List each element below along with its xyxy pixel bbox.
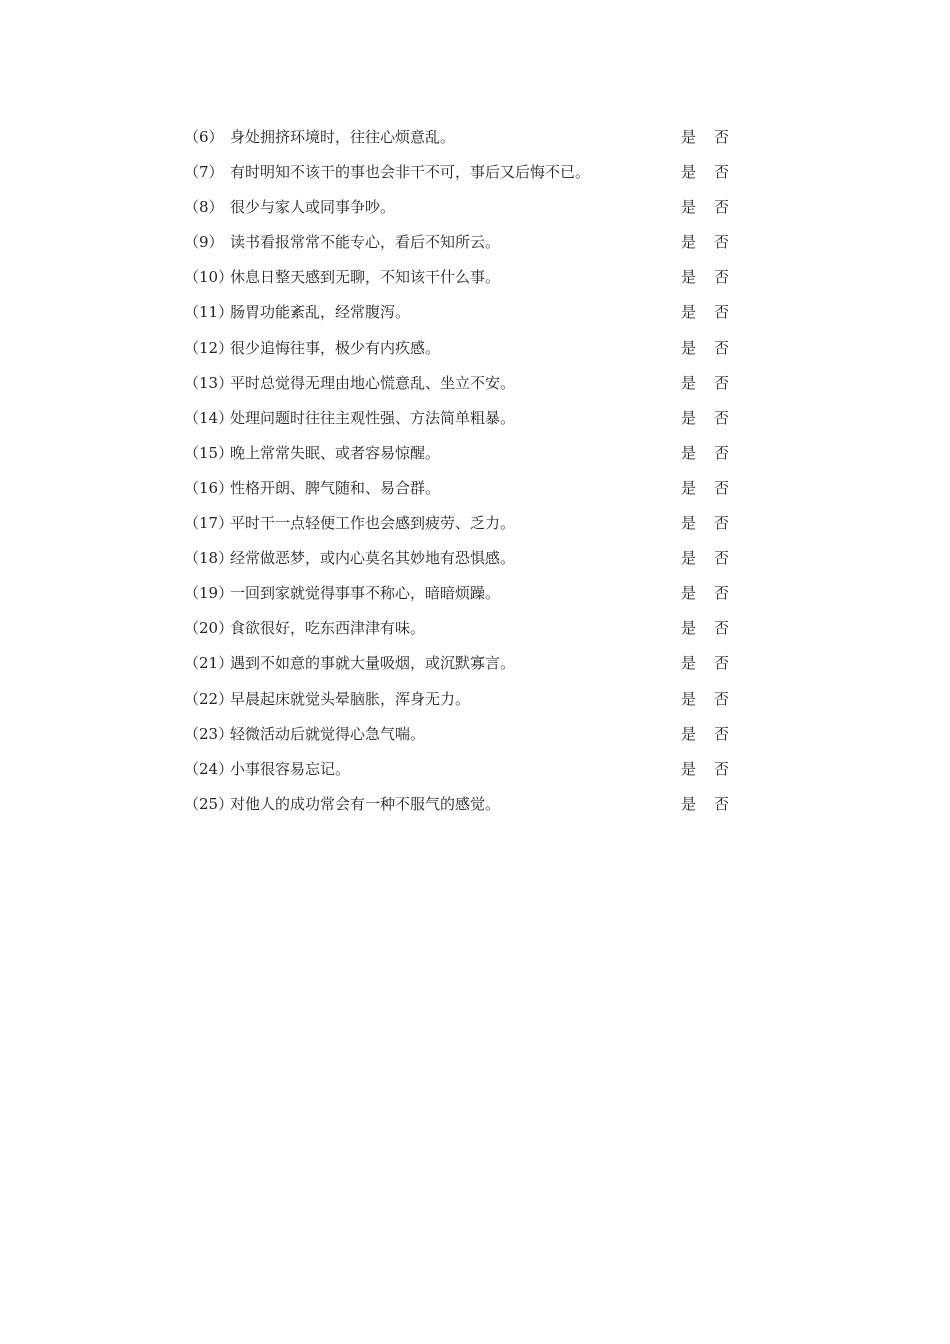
answer-yes-option[interactable]: 是 bbox=[681, 759, 697, 778]
answer-yes-option[interactable]: 是 bbox=[681, 163, 697, 182]
answer-no-option[interactable]: 否 bbox=[714, 373, 730, 392]
answer-no-option[interactable]: 否 bbox=[714, 443, 730, 462]
answer-yes-option[interactable]: 是 bbox=[681, 128, 697, 146]
question-number: （22） bbox=[184, 689, 234, 708]
question-text: 平时总觉得无理由地心慌意乱、坐立不安。 bbox=[230, 373, 516, 392]
question-row bbox=[184, 225, 744, 260]
answer-yes-option[interactable]: 是 bbox=[681, 689, 697, 708]
answer-yes-option[interactable]: 是 bbox=[681, 303, 697, 322]
answer-no-option[interactable]: 否 bbox=[714, 338, 730, 357]
answer-no-option[interactable]: 否 bbox=[714, 689, 730, 708]
question-text: 有时明知不该干的事也会非干不可，事后又后悔不已。 bbox=[230, 163, 591, 182]
question-row bbox=[184, 752, 744, 787]
answer-no-option[interactable]: 否 bbox=[714, 408, 730, 427]
answer-no-option[interactable]: 否 bbox=[714, 233, 730, 252]
question-number: （19） bbox=[184, 584, 234, 603]
question-text: 小事很容易忘记。 bbox=[230, 759, 351, 778]
question-text: 性格开朗、脾气随和、易合群。 bbox=[230, 478, 441, 497]
answer-no-option[interactable]: 否 bbox=[714, 584, 730, 603]
question-row bbox=[184, 260, 744, 295]
question-row bbox=[184, 120, 744, 155]
question-row bbox=[184, 190, 744, 225]
answer-yes-option[interactable]: 是 bbox=[681, 233, 697, 252]
question-row bbox=[184, 401, 744, 436]
question-number: （25） bbox=[184, 794, 234, 813]
question-number: （11） bbox=[184, 303, 234, 322]
answer-yes-option[interactable]: 是 bbox=[681, 338, 697, 357]
question-number: （20） bbox=[184, 619, 234, 638]
question-number: （6） bbox=[184, 128, 224, 146]
answer-yes-option[interactable]: 是 bbox=[681, 478, 697, 497]
question-text: 晚上常常失眠、或者容易惊醒。 bbox=[230, 443, 441, 462]
question-number: （12） bbox=[184, 338, 234, 357]
question-text: 经常做恶梦，或内心莫名其妙地有恐惧感。 bbox=[230, 549, 516, 568]
answer-yes-option[interactable]: 是 bbox=[681, 373, 697, 392]
question-row bbox=[184, 717, 744, 752]
question-row bbox=[184, 436, 744, 471]
question-text: 很少与家人或同事争吵。 bbox=[230, 198, 396, 217]
answer-yes-option[interactable]: 是 bbox=[681, 724, 697, 743]
question-text: 肠胃功能紊乱，经常腹泻。 bbox=[230, 303, 411, 322]
question-row bbox=[184, 366, 744, 401]
question-number: （8） bbox=[184, 198, 224, 217]
answer-yes-option[interactable]: 是 bbox=[681, 654, 697, 673]
question-text: 早晨起床就觉头晕脑胀，浑身无力。 bbox=[230, 689, 471, 708]
question-text: 很少追悔往事，极少有内疚感。 bbox=[230, 338, 441, 357]
answer-no-option[interactable]: 否 bbox=[714, 163, 730, 182]
question-number: （7） bbox=[184, 163, 224, 182]
question-number: （10） bbox=[184, 268, 234, 287]
answer-no-option[interactable]: 否 bbox=[714, 619, 730, 638]
question-text: 遇到不如意的事就大量吸烟，或沉默寡言。 bbox=[230, 654, 516, 673]
answer-no-option[interactable]: 否 bbox=[714, 549, 730, 568]
answer-no-option[interactable]: 否 bbox=[714, 794, 730, 813]
question-row bbox=[184, 611, 744, 646]
answer-yes-option[interactable]: 是 bbox=[681, 584, 697, 603]
question-row bbox=[184, 506, 744, 541]
question-text: 对他人的成功常会有一种不服气的感觉。 bbox=[230, 794, 501, 813]
answer-yes-option[interactable]: 是 bbox=[681, 549, 697, 568]
answer-yes-option[interactable]: 是 bbox=[681, 619, 697, 638]
answer-no-option[interactable]: 否 bbox=[714, 759, 730, 778]
question-text: 处理问题时往往主观性强、方法简单粗暴。 bbox=[230, 408, 516, 427]
question-row bbox=[184, 541, 744, 576]
answer-no-option[interactable]: 否 bbox=[714, 303, 730, 322]
question-row bbox=[184, 576, 744, 611]
question-text: 读书看报常常不能专心，看后不知所云。 bbox=[230, 233, 501, 252]
answer-yes-option[interactable]: 是 bbox=[681, 443, 697, 462]
question-number: （24） bbox=[184, 759, 234, 778]
question-row bbox=[184, 646, 744, 681]
question-text: 身处拥挤环境时，往往心烦意乱。 bbox=[230, 128, 456, 146]
answer-no-option[interactable]: 否 bbox=[714, 478, 730, 497]
answer-no-option[interactable]: 否 bbox=[714, 654, 730, 673]
question-row bbox=[184, 787, 744, 822]
question-text: 食欲很好，吃东西津津有味。 bbox=[230, 619, 426, 638]
answer-yes-option[interactable]: 是 bbox=[681, 268, 697, 287]
question-number: （15） bbox=[184, 443, 234, 462]
question-number: （13） bbox=[184, 373, 234, 392]
question-number: （9） bbox=[184, 233, 224, 252]
question-number: （16） bbox=[184, 478, 234, 497]
question-number: （21） bbox=[184, 654, 234, 673]
question-text: 轻微活动后就觉得心急气喘。 bbox=[230, 724, 426, 743]
question-text: 平时干一点轻便工作也会感到疲劳、乏力。 bbox=[230, 514, 516, 533]
question-text: 一回到家就觉得事事不称心，暗暗烦躁。 bbox=[230, 584, 501, 603]
answer-yes-option[interactable]: 是 bbox=[681, 794, 697, 813]
question-number: （18） bbox=[184, 549, 234, 568]
question-row bbox=[184, 471, 744, 506]
question-row bbox=[184, 682, 744, 717]
answer-yes-option[interactable]: 是 bbox=[681, 198, 697, 217]
answer-no-option[interactable]: 否 bbox=[714, 514, 730, 533]
answer-no-option[interactable]: 否 bbox=[714, 128, 730, 146]
question-number: （14） bbox=[184, 408, 234, 427]
question-row bbox=[184, 295, 744, 330]
question-number: （17） bbox=[184, 514, 234, 533]
question-text: 休息日整天感到无聊，不知该干什么事。 bbox=[230, 268, 501, 287]
question-row bbox=[184, 155, 744, 190]
question-row bbox=[184, 331, 744, 366]
answer-yes-option[interactable]: 是 bbox=[681, 514, 697, 533]
answer-yes-option[interactable]: 是 bbox=[681, 408, 697, 427]
answer-no-option[interactable]: 否 bbox=[714, 268, 730, 287]
question-list bbox=[184, 120, 744, 822]
answer-no-option[interactable]: 否 bbox=[714, 724, 730, 743]
answer-no-option[interactable]: 否 bbox=[714, 198, 730, 217]
question-number: （23） bbox=[184, 724, 234, 743]
